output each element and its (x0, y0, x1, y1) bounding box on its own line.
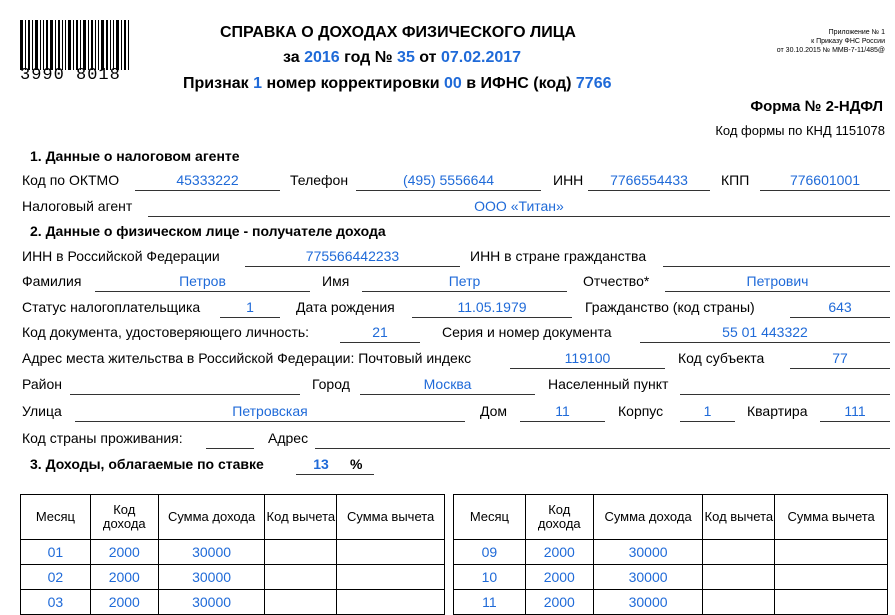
table-row (454, 540, 888, 565)
section3-title: 3. Доходы, облагаемые по ставке (30, 456, 264, 472)
appendix-note: Приложение № 1 к Приказу ФНС России от 30.10.2015 № ММВ-7-11/485@ (776, 29, 885, 54)
month-cell[interactable]: 11 (454, 590, 526, 615)
locality-label: Населенный пункт (548, 376, 669, 392)
district-label: Район (22, 376, 62, 392)
citizenship-label: Гражданство (код страны) (585, 299, 755, 315)
report-date: 07.02.2017 (440, 49, 522, 66)
income-col-header: Код дохода (525, 495, 593, 540)
phone-field[interactable]: (495) 5556644 (402, 172, 495, 188)
income-col-header: Сумма дохода (158, 495, 265, 540)
house-label: Дом (480, 403, 508, 419)
report-year: 2016 (304, 49, 340, 66)
income-sum-cell[interactable]: 30000 (593, 590, 703, 615)
barcode (20, 20, 132, 70)
country-label: Код страны проживания: (22, 430, 183, 446)
flat-field[interactable]: 111 (844, 403, 866, 419)
income-col-header: Сумма вычета (337, 495, 445, 540)
birth-label: Дата рождения (296, 299, 395, 315)
table-row (21, 565, 445, 590)
agent-label: Налоговый агент (22, 198, 133, 214)
city-label: Город (312, 376, 350, 392)
income-col-header: Код вычета (265, 495, 337, 540)
income-col-header: Код дохода (90, 495, 158, 540)
income-code-cell[interactable]: 2000 (90, 540, 158, 565)
doc-num-label: Серия и номер документа (442, 324, 612, 340)
barcode-number: 3990 8018 (20, 66, 121, 85)
income-table-header (454, 495, 888, 540)
agent-inn-label: ИНН (553, 172, 584, 188)
street-field[interactable]: Петровская (232, 403, 308, 419)
status-field[interactable]: 1 (246, 299, 254, 315)
citizenship-field[interactable]: 643 (828, 299, 852, 315)
income-code-cell[interactable]: 2000 (525, 540, 593, 565)
doc-sign-line: Признак 1 номер корректировки 00 в ИФНС (код) 7766 (183, 75, 612, 92)
deduction-sum-cell[interactable] (775, 565, 888, 590)
month-cell[interactable]: 03 (21, 590, 91, 615)
surname-label: Фамилия (22, 273, 82, 289)
income-col-header: Месяц (454, 495, 526, 540)
house-field[interactable]: 11 (555, 403, 570, 419)
inn-rf-label: ИНН в Российской Федерации (22, 248, 220, 264)
income-col-header: Сумма дохода (593, 495, 703, 540)
birth-field[interactable]: 11.05.1979 (457, 299, 527, 315)
income-sum-cell[interactable]: 30000 (593, 565, 703, 590)
month-cell[interactable]: 01 (21, 540, 91, 565)
rate-percent: % (350, 456, 363, 472)
income-code-cell[interactable]: 2000 (90, 590, 158, 615)
addr-label: Адрес (268, 430, 309, 446)
agent-field[interactable]: ООО «Титан» (474, 198, 564, 214)
income-sum-cell[interactable]: 30000 (158, 590, 265, 615)
deduction-sum-cell[interactable] (337, 540, 445, 565)
month-cell[interactable]: 09 (454, 540, 526, 565)
form-title: Форма № 2-НДФЛ (750, 98, 883, 115)
postal-field[interactable]: 119100 (564, 350, 611, 366)
income-table-right (453, 494, 888, 615)
deduction-code-cell[interactable] (703, 565, 775, 590)
address-label: Адрес места жительства в Российской Федерации: Почтовый индекс (22, 350, 472, 366)
building-field[interactable]: 1 (703, 403, 712, 419)
form-knd: Код формы по КНД 1151078 (715, 123, 885, 138)
income-col-header: Сумма вычета (775, 495, 888, 540)
phone-label: Телефон (290, 172, 349, 188)
deduction-sum-cell[interactable] (337, 565, 445, 590)
table-row (454, 565, 888, 590)
doc-code-field[interactable]: 21 (372, 324, 388, 340)
income-code-cell[interactable]: 2000 (525, 590, 593, 615)
kpp-field[interactable]: 776601001 (789, 172, 861, 188)
sign-value: 1 (253, 75, 262, 92)
inn-foreign-label: ИНН в стране гражданства (470, 248, 647, 264)
flat-label: Квартира (747, 403, 808, 419)
inn-rf-field[interactable]: 775566442233 (305, 248, 400, 264)
income-sum-cell[interactable]: 30000 (593, 540, 703, 565)
income-sum-cell[interactable]: 30000 (158, 540, 265, 565)
name-label: Имя (322, 273, 350, 289)
status-label: Статус налогоплательщика (22, 299, 201, 315)
income-table-header (21, 495, 445, 540)
income-col-header: Месяц (21, 495, 91, 540)
income-col-header: Код вычета (703, 495, 775, 540)
region-label: Код субъекта (678, 350, 765, 366)
doc-num-field[interactable]: 55 01 443322 (722, 324, 808, 340)
deduction-code-cell[interactable] (265, 540, 337, 565)
deduction-code-cell[interactable] (265, 565, 337, 590)
kpp-label: КПП (721, 172, 750, 188)
surname-field[interactable]: Петров (179, 273, 226, 289)
rate-field[interactable]: 13 (313, 456, 329, 472)
income-code-cell[interactable]: 2000 (90, 565, 158, 590)
doc-subtitle: за 2016 год № 35 от 07.02.2017 (283, 49, 522, 66)
ifns-value: 7766 (575, 75, 612, 92)
deduction-sum-cell[interactable] (775, 540, 888, 565)
income-sum-cell[interactable]: 30000 (158, 565, 265, 590)
name-field[interactable]: Петр (448, 273, 481, 289)
street-label: Улица (22, 403, 62, 419)
building-label: Корпус (618, 403, 664, 419)
doc-title: СПРАВКА О ДОХОДАХ ФИЗИЧЕСКОГО ЛИЦА (220, 24, 576, 41)
oktmo-label: Код по ОКТМО (22, 172, 120, 188)
income-table-left (20, 494, 445, 615)
section2-title: 2. Данные о физическом лице - получателе дохода (30, 223, 386, 239)
patronymic-label: Отчество* (583, 273, 650, 289)
section1-title: 1. Данные о налоговом агенте (30, 148, 240, 164)
doc-code-label: Код документа, удостоверяющего личность: (22, 324, 310, 340)
income-code-cell[interactable]: 2000 (525, 565, 593, 590)
report-number: 35 (397, 49, 415, 66)
oktmo-field[interactable]: 45333222 (176, 172, 239, 188)
city-field[interactable]: Москва (423, 376, 472, 392)
table-row (21, 540, 445, 565)
deduction-code-cell[interactable] (703, 540, 775, 565)
month-cell[interactable]: 02 (21, 565, 91, 590)
patronymic-field[interactable]: Петрович (746, 273, 809, 289)
correction-value: 00 (444, 75, 462, 92)
month-cell[interactable]: 10 (454, 565, 526, 590)
region-field[interactable]: 77 (832, 350, 848, 366)
agent-inn-field[interactable]: 7766554433 (610, 172, 688, 188)
